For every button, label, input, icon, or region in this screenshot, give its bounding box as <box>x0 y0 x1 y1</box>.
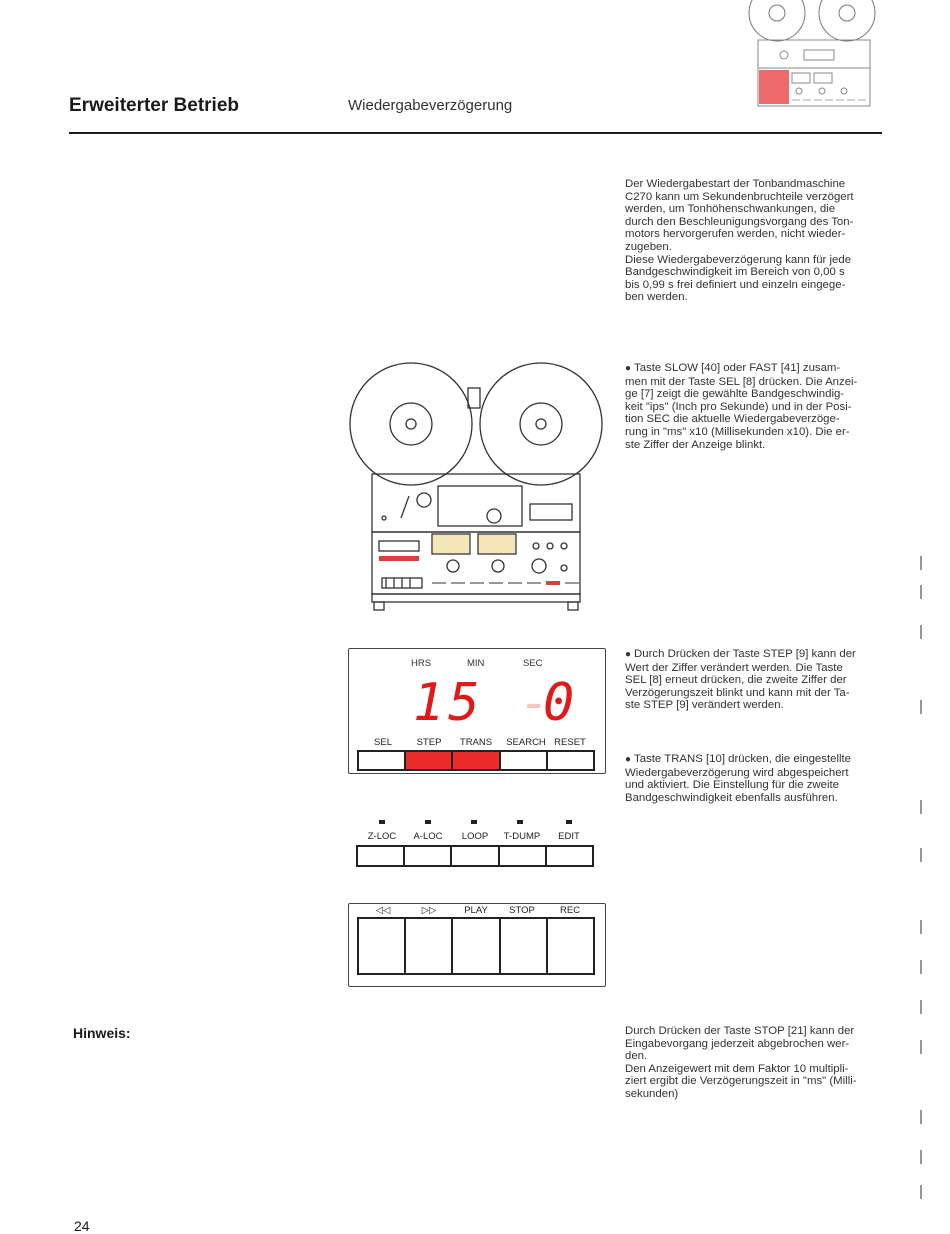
step-line: tion SEC die aktuelle Wiedergabeverzöge- <box>625 413 840 426</box>
edit-button[interactable] <box>547 847 592 865</box>
led-icon <box>471 820 477 824</box>
note-paragraph <box>625 1025 882 1101</box>
intro-paragraph <box>625 178 882 304</box>
transport-panel <box>348 903 606 987</box>
step-line: rung in "ms" x10 (Millisekunden x10). Die er- <box>625 425 850 438</box>
reset-button[interactable] <box>548 752 593 769</box>
step-line: ste Ziffer der Anzeige blinkt. <box>625 438 766 451</box>
intro-line: bis 0,99 s frei definiert und einzeln eingege- <box>625 278 846 291</box>
edge-mark <box>920 700 922 714</box>
rewind-button[interactable] <box>359 919 404 973</box>
reset-label: RESET <box>554 737 586 748</box>
step-line: und aktiviert. Die Einstellung für die zweite <box>625 779 839 792</box>
note-line: sekunden) <box>625 1087 679 1100</box>
edge-mark <box>920 848 922 862</box>
edge-mark <box>920 960 922 974</box>
z-loc-button[interactable] <box>358 847 403 865</box>
step-line: Wert der Ziffer verändert werden. Die Taste <box>625 661 843 674</box>
step-line: ● Taste SLOW [40] oder FAST [41] zusam- <box>625 362 882 376</box>
step-2-paragraph <box>625 648 882 712</box>
header-rule <box>69 132 882 134</box>
sel-button[interactable] <box>359 752 404 769</box>
step-line: ge [7] zeigt die gewählte Bandgeschwindig- <box>625 388 845 401</box>
intro-line: zugeben. <box>625 240 672 253</box>
tape-machine-illustration-icon <box>346 358 608 614</box>
a-loc-button[interactable] <box>405 847 450 865</box>
rewind-label: ◁◁ <box>375 905 391 916</box>
edge-mark <box>920 1000 922 1014</box>
edge-mark <box>920 800 922 814</box>
rec-label: REC <box>559 905 581 916</box>
display-digit-blink: - <box>519 673 551 733</box>
min-label: MIN <box>467 658 485 669</box>
step-line: SEL [8] erneut drücken, die zweite Ziffer der <box>625 674 847 687</box>
loop-button[interactable] <box>452 847 497 865</box>
note-line: ziert ergibt die Verzögerungszeit in "ms" (Milli- <box>625 1075 857 1088</box>
stop-label: STOP <box>509 905 535 916</box>
loop-label: LOOP <box>461 831 489 842</box>
z-loc-label: Z-LOC <box>367 831 397 842</box>
led-icon <box>517 820 523 824</box>
display-digits-right: 0 <box>543 673 575 733</box>
section-subtitle: Wiedergabeverzögerung <box>348 97 513 114</box>
forward-label: ▷▷ <box>421 905 437 916</box>
search-button[interactable] <box>501 752 546 769</box>
intro-line: C270 kann um Sekundenbruchteile verzögert <box>625 190 854 203</box>
step-button[interactable] <box>406 752 451 769</box>
intro-line: ben werden. <box>625 291 688 304</box>
intro-line: werden, um Tonhöhenschwankungen, die <box>625 203 836 216</box>
search-label: SEARCH <box>506 737 546 748</box>
edge-mark <box>920 1150 922 1164</box>
note-line: Den Anzeigewert mit dem Faktor 10 multipli- <box>625 1062 849 1075</box>
edge-mark <box>920 1040 922 1054</box>
step-line: Wiedergabeverzögerung wird abgespeichert <box>625 766 849 779</box>
machine-thumbnail-icon <box>744 0 884 112</box>
step-line: Verzögerungszeit blinkt und kann mit der Ta- <box>625 686 850 699</box>
display-digits-left: 15 <box>413 673 484 733</box>
intro-line: durch den Beschleunigungsvorgang des Ton- <box>625 215 854 228</box>
display-button-row <box>357 750 595 771</box>
led-icon <box>379 820 385 824</box>
trans-button[interactable] <box>453 752 498 769</box>
step-line: Bandgeschwindigkeit ebenfalls ausführen. <box>625 791 838 804</box>
edge-mark <box>920 625 922 639</box>
step-line: men mit der Taste SEL [8] drücken. Die Anzei- <box>625 375 858 388</box>
step-line: ste STEP [9] verändert werden. <box>625 699 784 712</box>
intro-line: Der Wiedergabestart der Tonbandmaschine <box>625 178 846 190</box>
note-line: Eingabevorgang jederzeit abgebrochen wer- <box>625 1037 850 1050</box>
note-line: den. <box>625 1050 648 1063</box>
rec-button[interactable] <box>548 919 593 973</box>
display-panel <box>348 648 606 774</box>
edge-mark <box>920 1110 922 1124</box>
intro-line: Bandgeschwindigkeit im Bereich von 0,00 s <box>625 266 845 279</box>
step-line: ● Taste TRANS [10] drücken, die eingestellte <box>625 753 882 767</box>
step-line: ● Durch Drücken der Taste STEP [9] kann der <box>625 648 882 662</box>
step-line: keit "ips" (Inch pro Sekunde) und in der Posi- <box>625 400 852 413</box>
led-icon <box>566 820 572 824</box>
intro-line: motors hervorgerufen werden, nicht wieder- <box>625 228 846 241</box>
edge-mark <box>920 585 922 599</box>
edge-mark <box>920 556 922 570</box>
step-3-paragraph <box>625 753 882 804</box>
sec-label: SEC <box>523 658 543 669</box>
section-title: Erweiterter Betrieb <box>69 95 240 116</box>
t-dump-button[interactable] <box>500 847 545 865</box>
edit-label: EDIT <box>558 831 580 842</box>
step-label: STEP <box>416 737 442 748</box>
stop-button[interactable] <box>501 919 546 973</box>
play-button[interactable] <box>453 919 498 973</box>
page-number: 24 <box>74 1218 90 1234</box>
fast-forward-button[interactable] <box>406 919 451 973</box>
hrs-label: HRS <box>411 658 432 669</box>
locator-button-row <box>356 845 594 867</box>
trans-label: TRANS <box>459 737 493 748</box>
step-1-paragraph <box>625 362 882 451</box>
sel-label: SEL <box>374 737 392 748</box>
transport-button-row <box>357 917 595 975</box>
intro-line: Diese Wiedergabeverzögerung kann für jede <box>625 253 852 266</box>
led-icon <box>425 820 431 824</box>
note-line: Durch Drücken der Taste STOP [21] kann der <box>625 1025 855 1037</box>
play-label: PLAY <box>464 905 488 916</box>
note-heading: Hinweis: <box>73 1025 131 1041</box>
t-dump-label: T-DUMP <box>503 831 541 842</box>
edge-mark <box>920 920 922 934</box>
a-loc-label: A-LOC <box>413 831 443 842</box>
edge-mark <box>920 1185 922 1199</box>
